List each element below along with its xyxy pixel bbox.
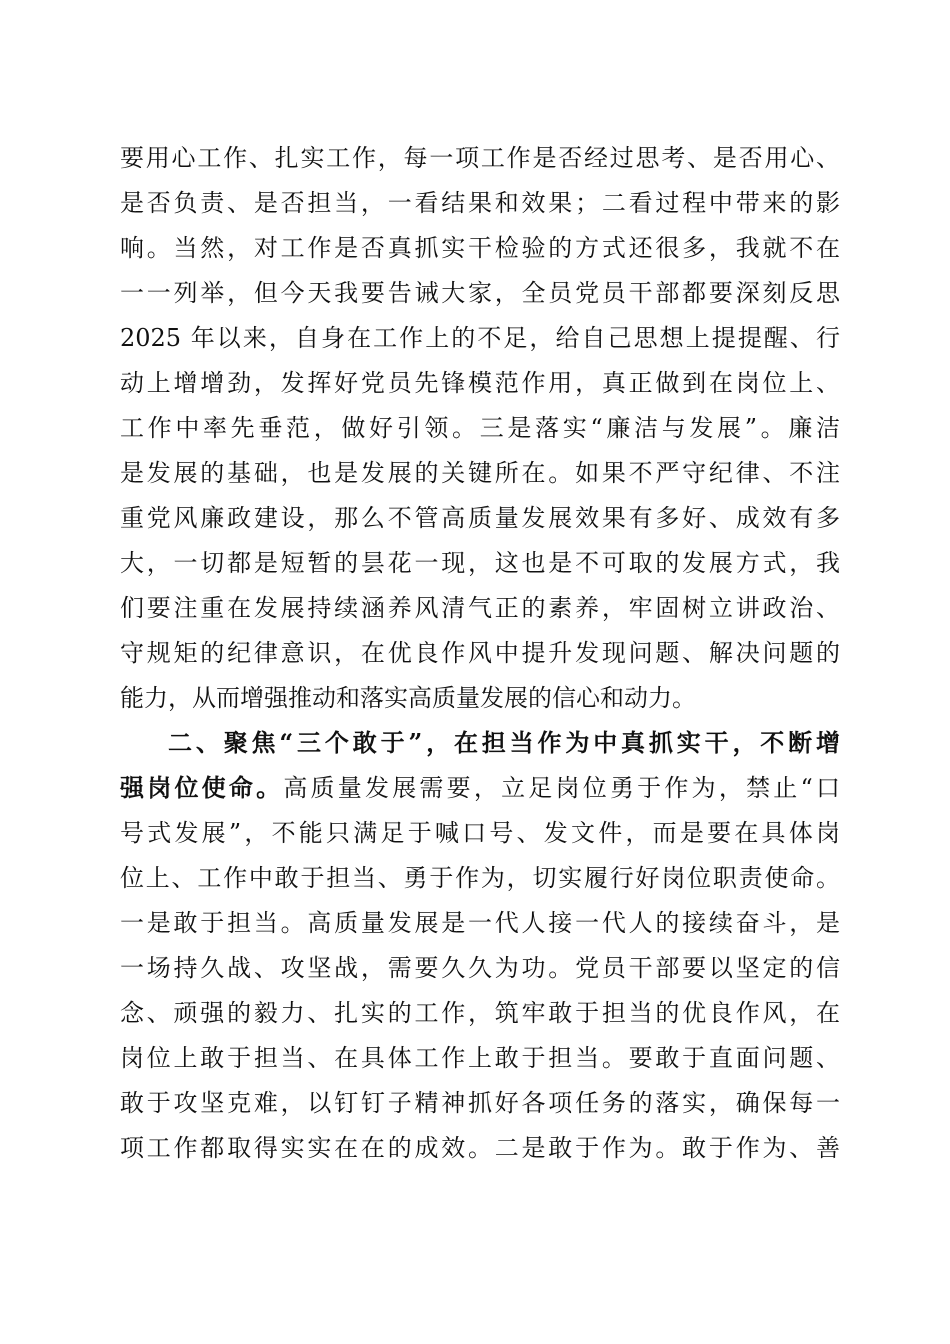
body-text-line: 要用心工作、扎实工作，每一项工作是否经过思考、是否用心、 xyxy=(120,144,840,172)
body-text-line: 是否负责、是否担当，一看结果和效果；二看过程中带来的影 xyxy=(120,189,840,217)
body-text-line: 大，一切都是短暂的昙花一现，这也是不可取的发展方式，我 xyxy=(120,549,840,577)
body-text-line: 项工作都取得实实在在的成效。二是敢于作为。敢于作为、善 xyxy=(120,1134,840,1162)
section-heading-continuation xyxy=(120,765,840,811)
body-text-line: 敢于攻坚克难，以钉钉子精神抓好各项任务的落实，确保每一 xyxy=(120,1089,840,1117)
body-text-line: 动上增增劲，发挥好党员先锋模范作用，真正做到在岗位上、 xyxy=(120,369,840,397)
body-text-line: 位上、工作中敢于担当、勇于作为，切实履行好岗位职责使命。 xyxy=(120,864,840,892)
section-heading: 二、聚焦“三个敢于”，在担当作为中真抓实干，不断增 xyxy=(168,728,840,757)
body-text-line: 一一列举，但今天我要告诫大家，全员党员干部都要深刻反思 xyxy=(120,279,840,307)
body-text-line: 号式发展”，不能只满足于喊口号、发文件，而是要在具体岗 xyxy=(120,819,840,847)
body-text-line: 工作中率先垂范，做好引领。三是落实“廉洁与发展”。廉洁 xyxy=(120,414,840,442)
body-text-line: 一是敢于担当。高质量发展是一代人接一代人的接续奋斗，是 xyxy=(120,909,840,937)
section-heading-end: 强岗位使命。 xyxy=(120,773,284,802)
body-text-line: 是发展的基础，也是发展的关键所在。如果不严守纪律、不注 xyxy=(120,459,840,487)
body-text-line: 们要注重在发展持续涵养风清气正的素养，牢固树立讲政治、 xyxy=(120,594,840,622)
body-text-line: 2025 年以来，自身在工作上的不足，给自己思想上提提醒、行 xyxy=(120,324,840,352)
body-text-line: 一场持久战、攻坚战，需要久久为功。党员干部要以坚定的信 xyxy=(120,954,840,982)
body-text-line: 念、顽强的毅力、扎实的工作，筑牢敢于担当的优良作风，在 xyxy=(120,999,840,1027)
body-text-line: 响。当然，对工作是否真抓实干检验的方式还很多，我就不在 xyxy=(120,234,840,262)
body-text-span: 高质量发展需要，立足岗位勇于作为，禁止“口 xyxy=(283,774,840,802)
body-text-line: 重党风廉政建设，那么不管高质量发展效果有多好、成效有多 xyxy=(120,504,840,532)
body-text-line: 守规矩的纪律意识，在优良作风中提升发现问题、解决问题的 xyxy=(120,639,840,667)
body-text-line: 能力，从而增强推动和落实高质量发展的信心和动力。 xyxy=(120,684,696,712)
body-text-line: 岗位上敢于担当、在具体工作上敢于担当。要敢于直面问题、 xyxy=(120,1044,840,1072)
